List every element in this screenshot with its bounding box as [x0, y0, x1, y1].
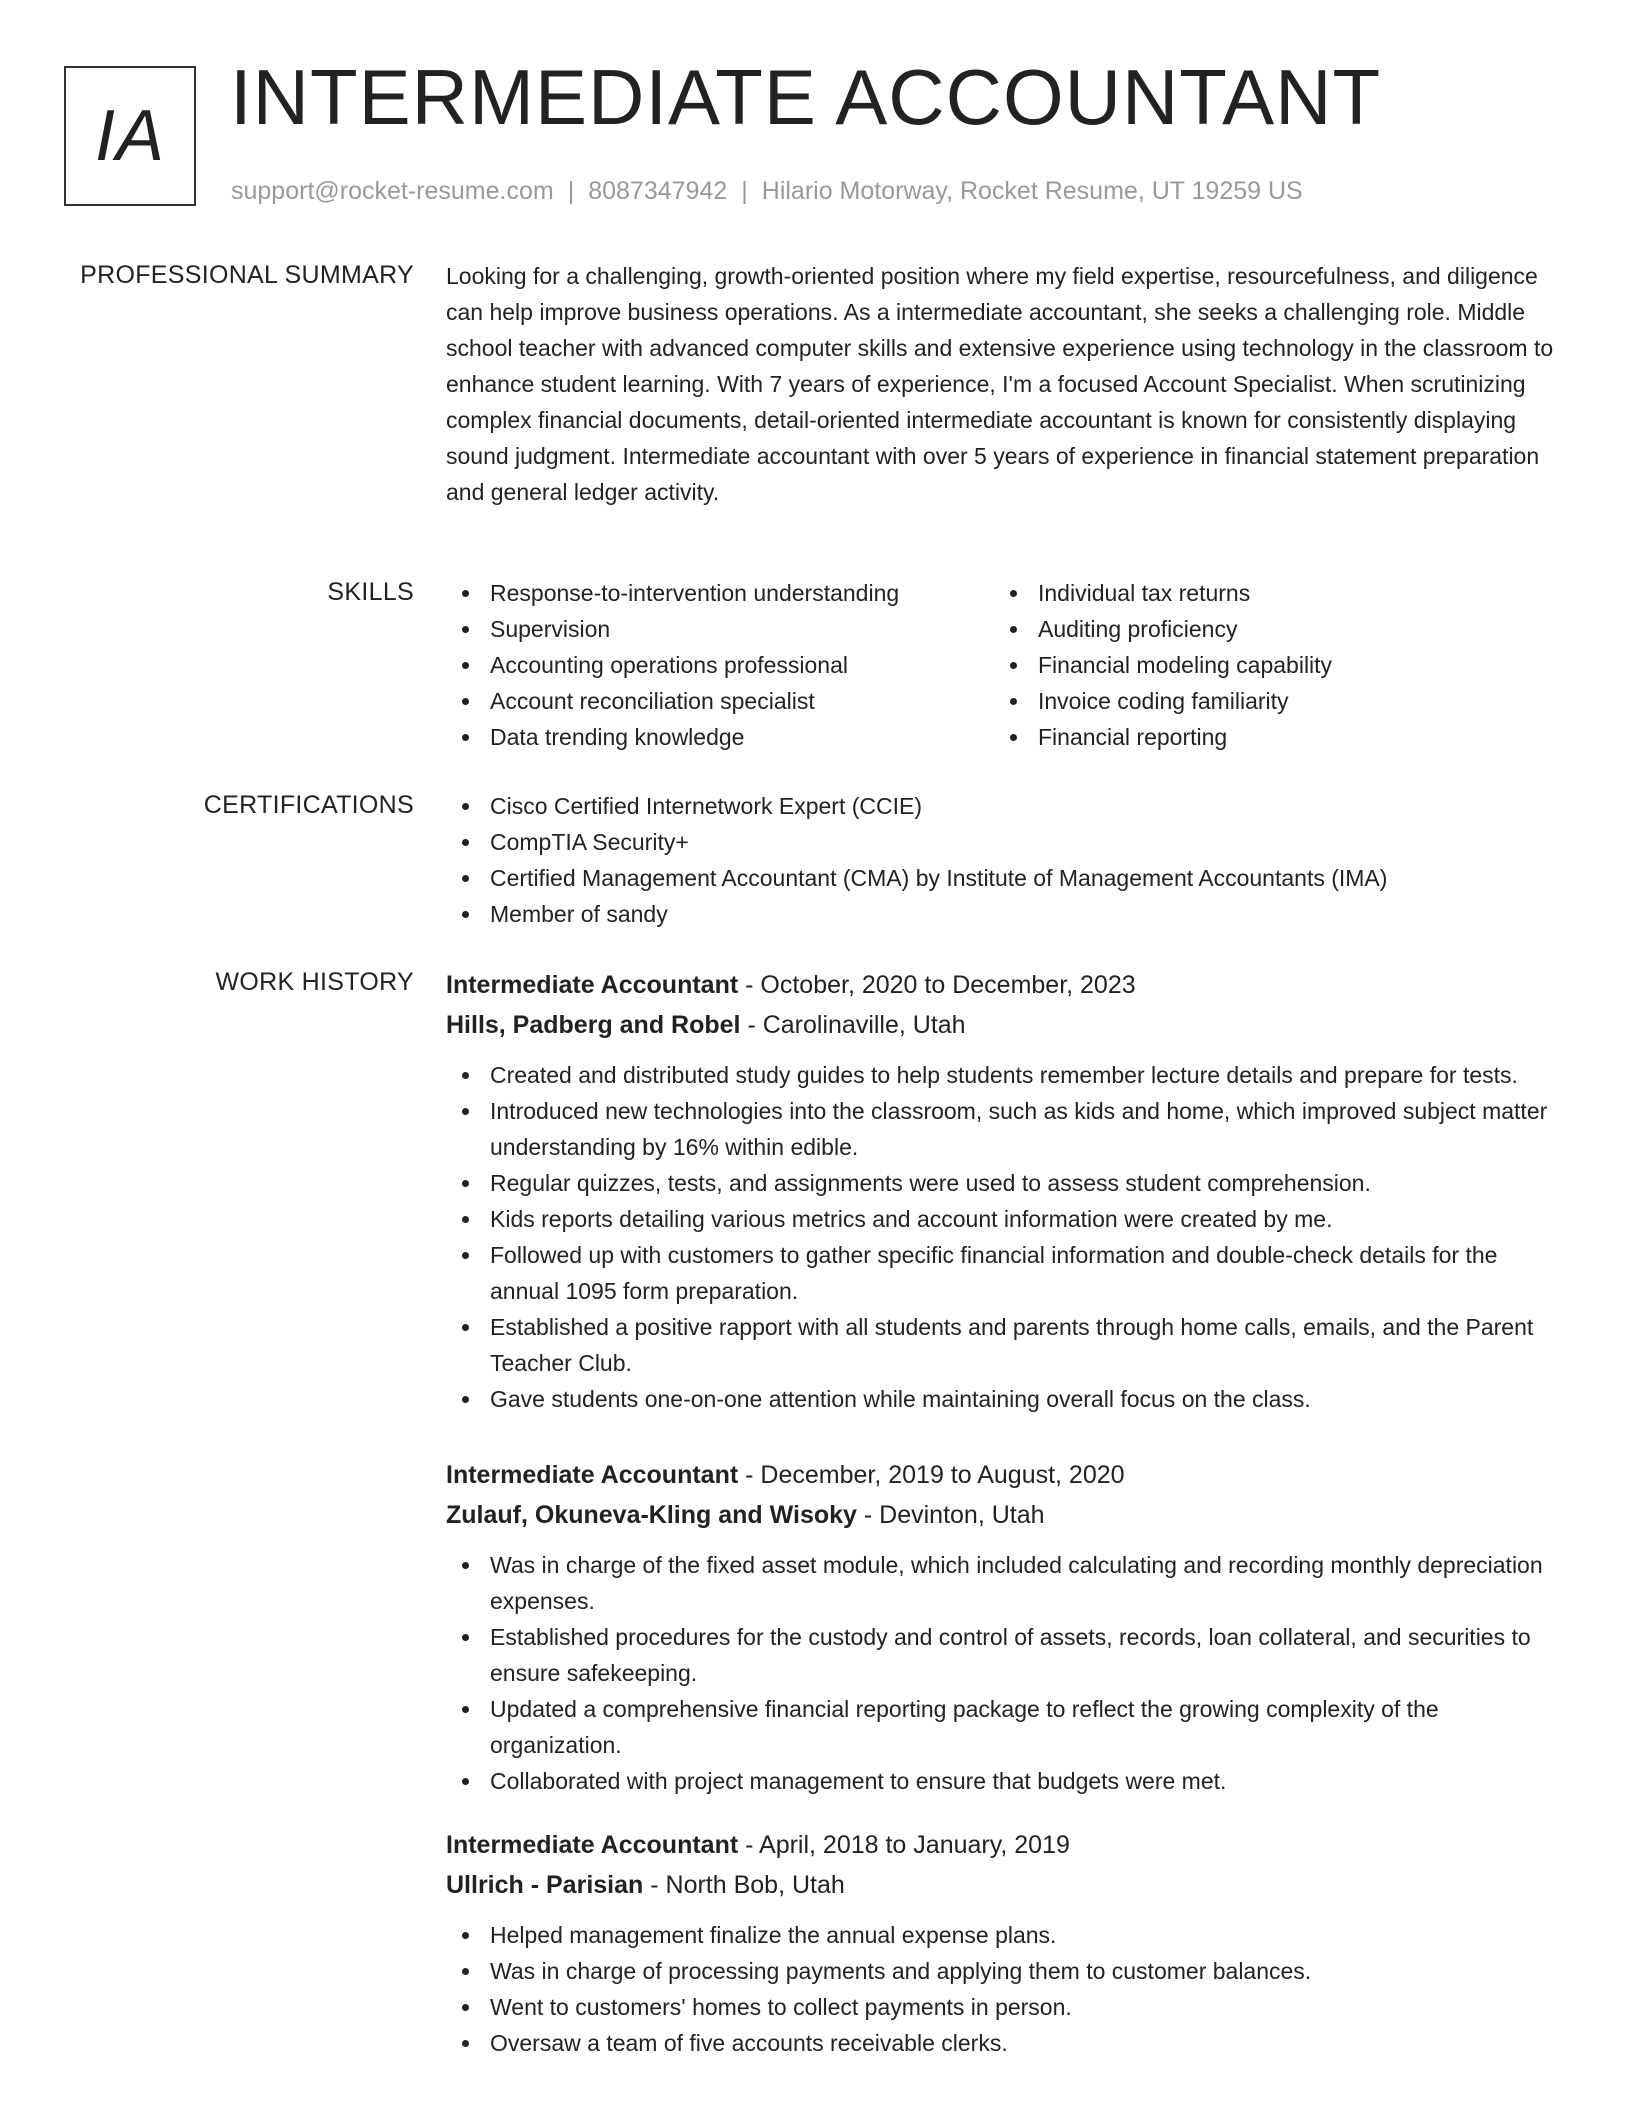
job-dates: - April, 2018 to January, 2019 — [738, 1831, 1070, 1859]
skills-body — [446, 575, 1556, 755]
job-location: - Carolinaville, Utah — [740, 1011, 966, 1039]
job-bullets — [446, 1547, 1556, 1799]
list-item: Certified Management Accountant (CMA) by Institute of Management Accountants (IMA) — [446, 860, 1556, 896]
monogram-logo: IA — [64, 66, 196, 206]
section-heading: SKILLS — [327, 578, 414, 606]
section-heading: PROFESSIONAL SUMMARY — [80, 261, 414, 289]
work-history-body — [446, 965, 1556, 2091]
list-item: Established a positive rapport with all students and parents through home calls, emails, and the Parent Teacher Club. — [446, 1309, 1556, 1381]
list-item: Updated a comprehensive financial reporting package to reflect the growing complexity of the organization. — [446, 1691, 1556, 1763]
list-item: Gave students one-on-one attention while maintaining overall focus on the class. — [446, 1381, 1556, 1417]
job-bullets — [446, 1057, 1556, 1417]
list-item: Oversaw a team of five accounts receivable clerks. — [446, 2025, 1556, 2061]
list-item: Collaborated with project management to ensure that budgets were met. — [446, 1763, 1556, 1799]
list-item: Response-to-intervention understanding — [446, 575, 994, 611]
contact-email[interactable]: support@rocket-resume.com — [231, 177, 554, 205]
job-company: Ullrich - Parisian — [446, 1871, 644, 1899]
list-item: Financial modeling capability — [994, 647, 1542, 683]
job-location: - Devinton, Utah — [856, 1501, 1045, 1529]
job-entry — [446, 1825, 1556, 2061]
job-location: - North Bob, Utah — [643, 1871, 845, 1899]
list-item: Regular quizzes, tests, and assignments were used to assess student comprehension. — [446, 1165, 1556, 1201]
job-title-line — [446, 1455, 1556, 1495]
list-item: Introduced new technologies into the classroom, such as kids and home, which improved subject matter understanding by 16% within edible. — [446, 1093, 1556, 1165]
list-item: Individual tax returns — [994, 575, 1542, 611]
job-entry — [446, 1455, 1556, 1799]
job-bullets — [446, 1917, 1556, 2061]
job-company-line — [446, 1865, 1556, 1905]
job-title-line — [446, 1825, 1556, 1865]
section-heading: CERTIFICATIONS — [203, 791, 414, 819]
section-heading: WORK HISTORY — [215, 968, 414, 996]
job-entry — [446, 965, 1556, 1417]
list-item: Established procedures for the custody and control of assets, records, loan collateral, and securities to ensure safekeeping. — [446, 1619, 1556, 1691]
list-item: Was in charge of processing payments and applying them to customer balances. — [446, 1953, 1556, 1989]
summary-text: Looking for a challenging, growth-oriented position where my field expertise, resourcefulness, and diligence can help improve business operations. As a intermediate accountant, she seeks a challenging role. Middle school teacher with advanced computer skills and extensive experience using technology in the classroom to enhance student learning. With 7 years of experience, I'm a focused Account Specialist. When scrutinizing complex financial documents, detail-oriented intermediate accountant is known for consistently displaying sound judgment. Intermediate accountant with over 5 years of experience in financial statement preparation and general ledger activity. — [446, 263, 1554, 505]
job-title: Intermediate Accountant — [446, 971, 739, 999]
contact-separator: | — [567, 177, 575, 205]
skills-list-right — [994, 575, 1542, 755]
contact-address: Hilario Motorway, Rocket Resume, UT 19259 US — [761, 177, 1303, 205]
list-item: Kids reports detailing various metrics and account information were created by me. — [446, 1201, 1556, 1237]
list-item: Data trending knowledge — [446, 719, 994, 755]
job-title: Intermediate Accountant — [446, 1461, 739, 1489]
list-item: Created and distributed study guides to help students remember lecture details and prepare for tests. — [446, 1057, 1556, 1093]
list-item: Followed up with customers to gather specific financial information and double-check details for the annual 1095 form preparation. — [446, 1237, 1556, 1309]
job-company: Hills, Padberg and Robel — [446, 1011, 741, 1039]
contact-separator: | — [741, 177, 748, 205]
list-item: Cisco Certified Internetwork Expert (CCIE) — [446, 788, 1556, 824]
list-item: Went to customers' homes to collect payments in person. — [446, 1989, 1556, 2025]
list-item: Helped management finalize the annual expense plans. — [446, 1917, 1556, 1953]
list-item: Auditing proficiency — [994, 611, 1542, 647]
contact-phone[interactable]: 8087347942 — [588, 177, 728, 205]
job-company: Zulauf, Okuneva-Kling and Wisoky — [446, 1501, 857, 1529]
job-dates: - December, 2019 to August, 2020 — [738, 1461, 1125, 1489]
list-item: Supervision — [446, 611, 994, 647]
list-item: Accounting operations professional — [446, 647, 994, 683]
skills-list-left — [446, 575, 994, 755]
job-dates: - October, 2020 to December, 2023 — [738, 971, 1136, 999]
job-company-line — [446, 1495, 1556, 1535]
job-title-line — [446, 965, 1556, 1005]
list-item: CompTIA Security+ — [446, 824, 1556, 860]
list-item: Financial reporting — [994, 719, 1542, 755]
list-item: Account reconciliation specialist — [446, 683, 994, 719]
list-item: Invoice coding familiarity — [994, 683, 1542, 719]
certifications-list — [446, 788, 1556, 932]
list-item: Member of sandy — [446, 896, 1556, 932]
job-title: Intermediate Accountant — [446, 1831, 739, 1859]
contact-line — [231, 176, 1303, 206]
job-company-line — [446, 1005, 1556, 1045]
certifications-body — [446, 788, 1556, 932]
resume-title: INTERMEDIATE ACCOUNTANT — [230, 53, 1382, 141]
list-item: Was in charge of the fixed asset module, which included calculating and recording monthly depreciation expenses. — [446, 1547, 1556, 1619]
